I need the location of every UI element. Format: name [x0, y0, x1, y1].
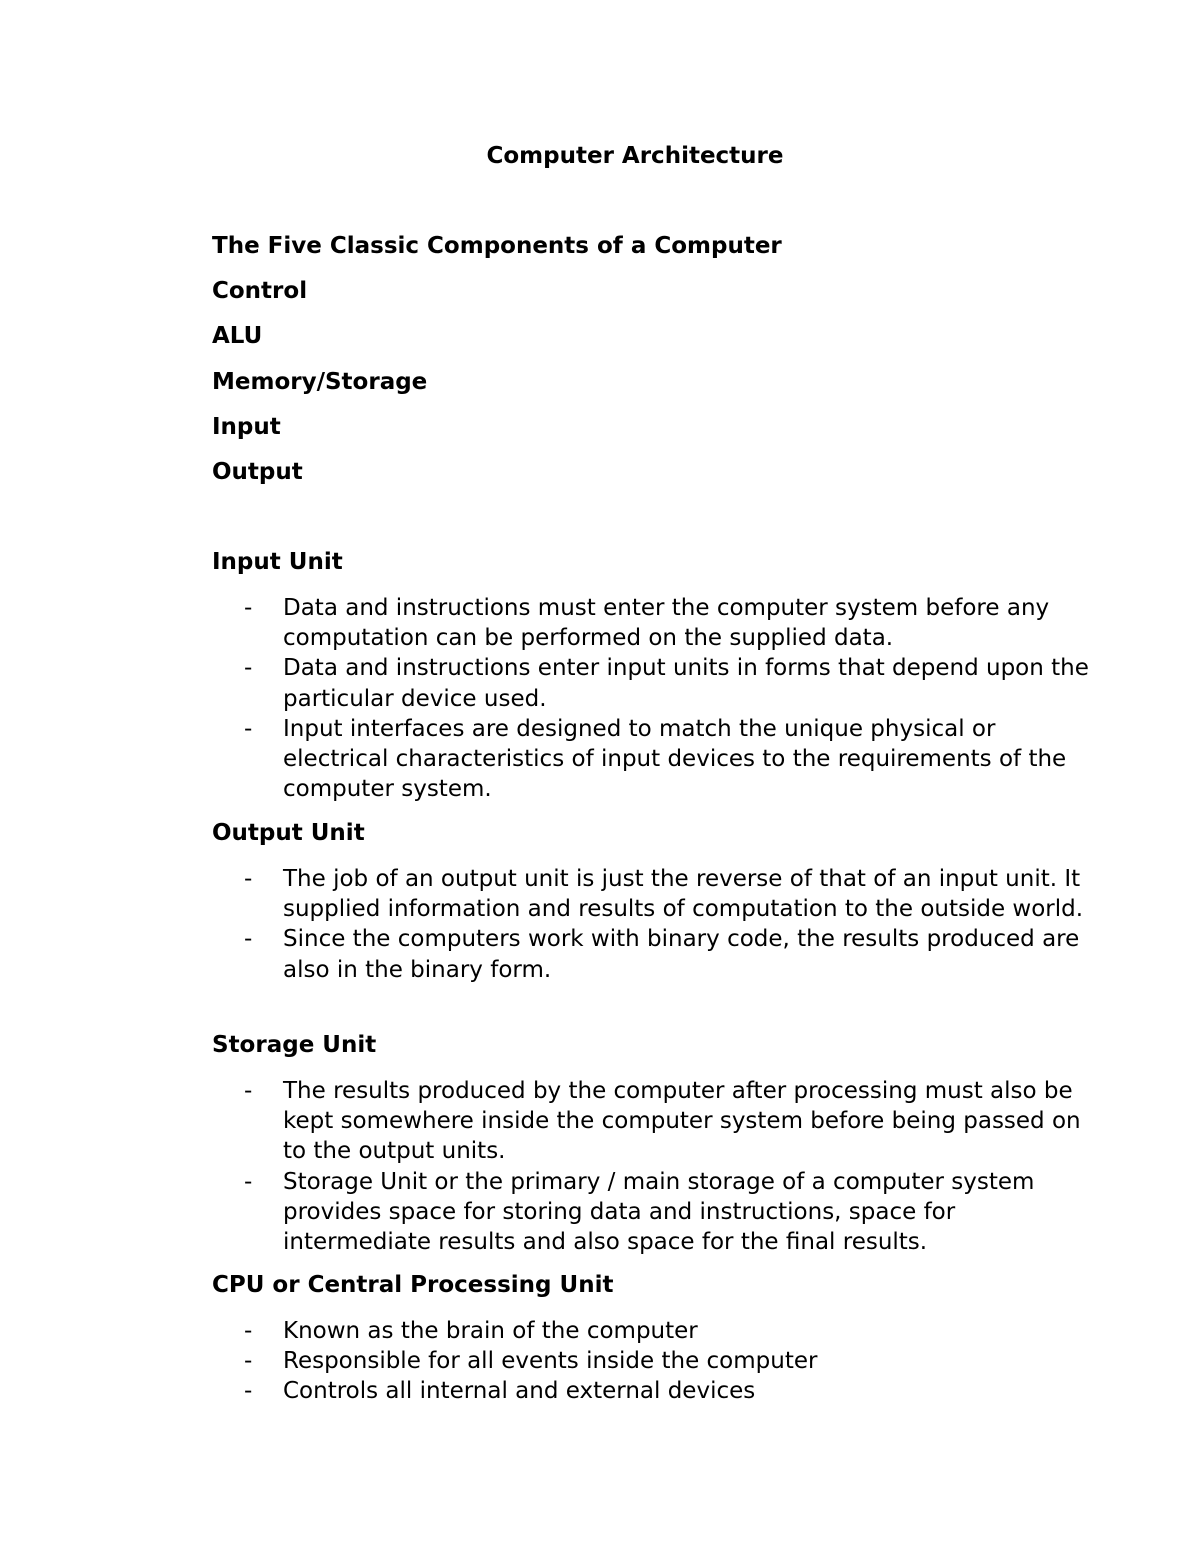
list-item	[212, 924, 1092, 984]
list-item	[212, 593, 1092, 653]
component-memory-storage: Memory/Storage	[212, 368, 428, 395]
components-list	[212, 231, 782, 502]
bullet-list	[212, 864, 1092, 985]
bullet-list	[212, 593, 1092, 804]
bullet-text: The results produced by the computer after processing must also be kept somewhere inside the computer system before being passed on to the output units.	[283, 1078, 1081, 1165]
bullet-dash: -	[244, 1348, 253, 1375]
bullet-text: The job of an output unit is just the reverse of that of an input unit. It supplied information and results of computation to the outside world.	[283, 866, 1084, 923]
section-output-unit	[212, 818, 1092, 985]
bullet-text: Storage Unit or the primary / main storage of a computer system provides space for storing data and instructions, space for intermediate results and also space for the final results.	[283, 1168, 1035, 1256]
bullet-text: Input interfaces are designed to match the unique physical or electrical characteristics of input devices to the requirements of the computer system.	[283, 715, 1067, 803]
section-cpu	[212, 1270, 1092, 1407]
section-input-unit	[212, 547, 1092, 804]
bullet-dash: -	[244, 655, 253, 682]
list-item	[212, 1376, 1092, 1406]
bullet-text: Since the computers work with binary code, the results produced are also in the binary form.	[283, 926, 1080, 983]
bullet-dash: -	[244, 1378, 253, 1405]
bullet-text: Responsible for all events inside the computer	[283, 1348, 818, 1375]
section-heading: CPU or Central Processing Unit	[212, 1272, 614, 1298]
bullet-text: Controls all internal and external devices	[283, 1378, 756, 1405]
list-item	[212, 1316, 1092, 1346]
list-item	[212, 714, 1092, 805]
list-item	[212, 1346, 1092, 1376]
component-control: Control	[212, 278, 308, 305]
list-item	[212, 1167, 1092, 1258]
component-input: Input	[212, 413, 281, 440]
list-item	[212, 864, 1092, 924]
component-alu: ALU	[212, 323, 263, 350]
bullet-dash: -	[244, 866, 253, 892]
section-heading: Storage Unit	[212, 1032, 377, 1058]
bullet-dash: -	[244, 595, 253, 621]
section-storage-unit	[212, 1030, 1092, 1257]
bullet-dash: -	[244, 1078, 253, 1104]
list-item	[212, 653, 1092, 713]
list-item	[212, 1076, 1092, 1167]
section-heading: Output Unit	[212, 820, 365, 846]
bullet-list	[212, 1076, 1092, 1257]
bullet-dash: -	[244, 1318, 253, 1344]
component-output: Output	[212, 458, 303, 485]
bullet-text: Known as the brain of the computer	[283, 1318, 698, 1344]
bullet-text: Data and instructions enter input units in forms that depend upon the particular device used.	[283, 655, 1089, 712]
bullet-dash: -	[244, 715, 253, 742]
document-title: Computer Architecture	[486, 143, 784, 169]
components-heading: The Five Classic Components of a Computer	[212, 233, 782, 259]
bullet-dash: -	[244, 1168, 253, 1195]
section-heading: Input Unit	[212, 549, 343, 575]
bullet-list	[212, 1316, 1092, 1407]
bullet-text: Data and instructions must enter the computer system before any computation can be performed on the supplied data.	[283, 595, 1050, 652]
bullet-dash: -	[244, 926, 253, 953]
